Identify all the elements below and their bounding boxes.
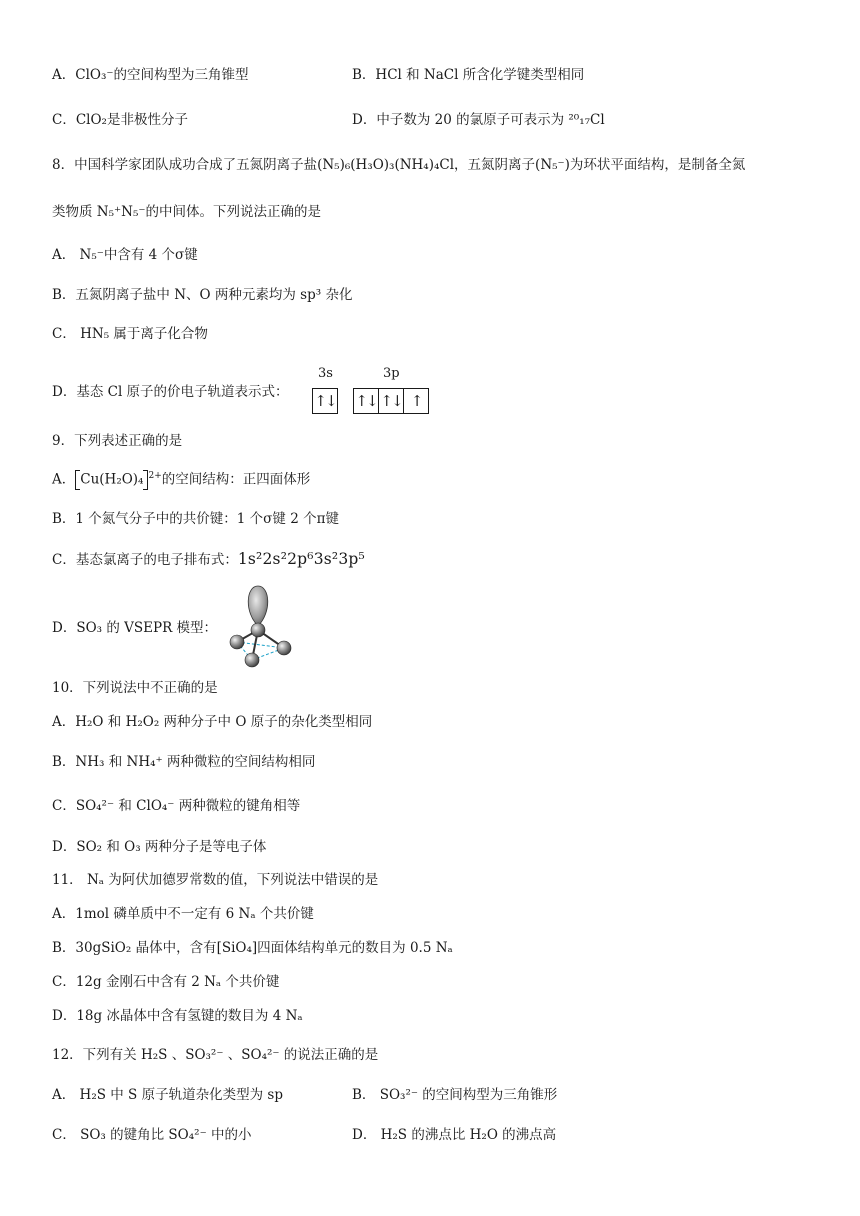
q12-option-d: D． H₂S 的沸点比 H₂O 的沸点高 [352, 1127, 557, 1143]
q11-option-a: A．1mol 磷单质中不一定有 6 Nₐ 个共价键 [52, 906, 314, 922]
so3-vsepr-model-figure [222, 584, 302, 670]
q8-option-a: A． N₅⁻中含有 4 个σ键 [52, 247, 198, 263]
q8-option-d: D．基态 Cl 原子的价电子轨道表示式： [52, 384, 289, 400]
orbital-3s-box: ↑↓ [312, 388, 338, 414]
q10-option-c: C．SO₄²⁻ 和 ClO₄⁻ 两种微粒的键角相等 [52, 798, 301, 814]
orbital-3p-box-3: ↑ [403, 388, 429, 414]
orbital-3s-label: 3s [318, 366, 333, 381]
q8-option-b: B．五氮阴离子盐中 N、O 两种元素均为 sp³ 杂化 [52, 287, 353, 303]
q10-option-d: D．SO₂ 和 O₃ 两种分子是等电子体 [52, 839, 267, 855]
orbital-3p-label: 3p [383, 366, 400, 381]
q7-option-c: C．ClO₂是非极性分子 [52, 112, 188, 128]
q9-option-c-formula: 1s²2s²2p⁶3s²3p⁵ [237, 550, 365, 568]
q9-option-c [52, 550, 365, 569]
q7-option-a: A．ClO₃⁻的空间构型为三角锥型 [52, 67, 249, 83]
orbital-3p-box-1: ↑↓ [353, 388, 379, 414]
q9-option-a-charge: 2+ [148, 471, 162, 481]
q10-stem: 10．下列说法中不正确的是 [52, 680, 218, 696]
q11-option-c: C．12g 金刚石中含有 2 Nₐ 个共价键 [52, 974, 280, 990]
q10-option-b: B．NH₃ 和 NH₄⁺ 两种微粒的空间结构相同 [52, 754, 316, 770]
outer-atom-3 [245, 653, 259, 667]
q9-option-a [52, 470, 310, 490]
q8-option-c: C． HN₅ 属于离子化合物 [52, 326, 208, 342]
q9-option-b: B．1 个氮气分子中的共价键：1 个σ键 2 个π键 [52, 511, 339, 527]
q8-stem-line1: 8．中国科学家团队成功合成了五氮阴离子盐(N₅)₆(H₃O)₃(NH₄)₄Cl，五氮阴离子(N₅⁻)为环状平面结构，是制备全氮 [52, 157, 746, 173]
q12-option-b: B． SO₃²⁻ 的空间构型为三角锥形 [352, 1087, 558, 1103]
q9-stem: 9．下列表述正确的是 [52, 433, 183, 449]
q11-option-d: D．18g 冰晶体中含有氢键的数目为 4 Nₐ [52, 1008, 303, 1024]
q11-option-b: B．30gSiO₂ 晶体中，含有[SiO₄]四面体结构单元的数目为 0.5 Nₐ [52, 940, 453, 956]
q7-option-d: D．中子数为 20 的氯原子可表示为 ²⁰₁₇Cl [352, 112, 605, 128]
lone-pair-lobe [248, 586, 268, 626]
central-atom [251, 623, 265, 637]
q8-stem-line2: 类物质 N₅⁺N₅⁻的中间体。下列说法正确的是 [52, 204, 321, 220]
q10-option-a: A．H₂O 和 H₂O₂ 两种分子中 O 原子的杂化类型相同 [52, 714, 373, 730]
orbital-3p-box-2: ↑↓ [378, 388, 404, 414]
q11-stem: 11． Nₐ 为阿伏加德罗常数的值，下列说法中错误的是 [52, 872, 379, 888]
q9-option-a-text: 的空间结构：正四面体形 [161, 471, 311, 488]
q9-option-a-formula: Cu(H₂O)₄ [80, 471, 144, 488]
q7-option-b: B．HCl 和 NaCl 所含化学键类型相同 [352, 67, 585, 83]
q9-option-a-prefix: A． [52, 471, 76, 488]
q12-stem: 12．下列有关 H₂S 、SO₃²⁻ 、SO₄²⁻ 的说法正确的是 [52, 1047, 379, 1063]
q12-option-c: C． SO₃ 的键角比 SO₄²⁻ 中的小 [52, 1127, 252, 1143]
outer-atom-2 [277, 641, 291, 655]
q9-option-c-text: C．基态氯离子的电子排布式： [52, 552, 238, 568]
q12-option-a: A． H₂S 中 S 原子轨道杂化类型为 sp [52, 1087, 283, 1103]
q9-option-d: D．SO₃ 的 VSEPR 模型： [52, 620, 218, 636]
outer-atom-1 [230, 635, 244, 649]
